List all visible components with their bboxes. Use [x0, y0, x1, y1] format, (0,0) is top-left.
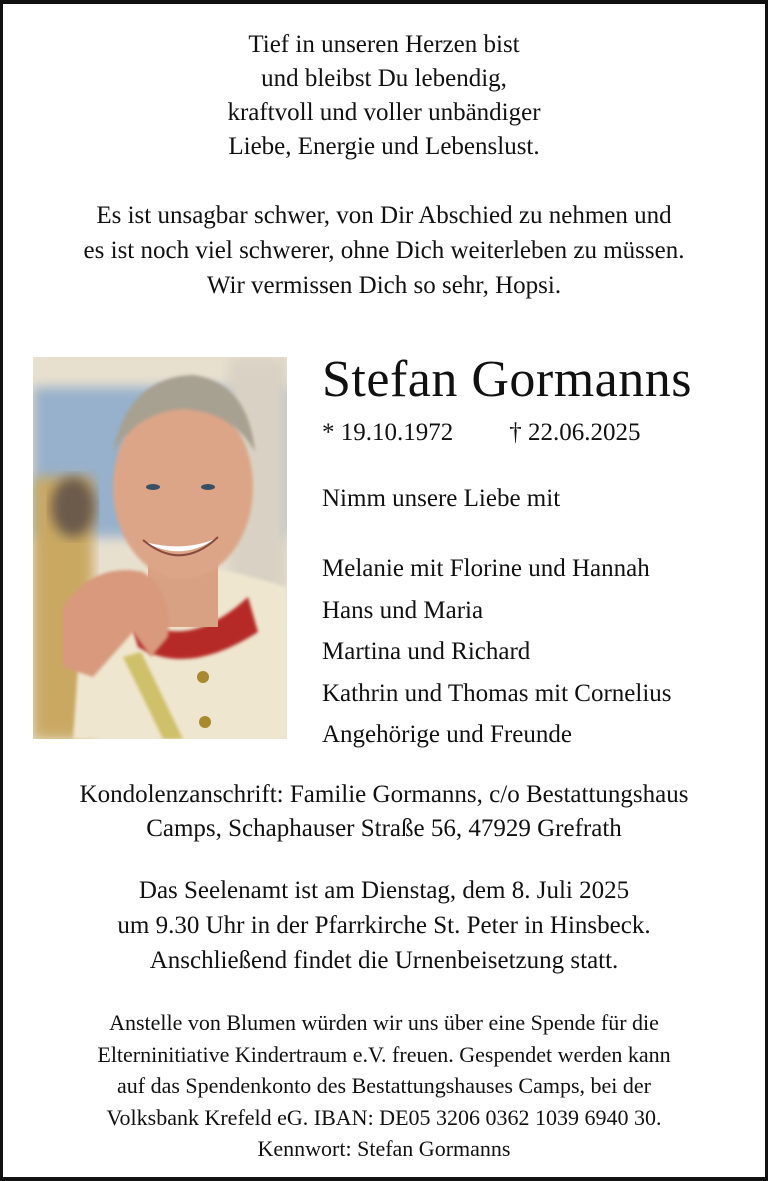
address-line: Camps, Schaphauser Straße 56, 47929 Grefrath [146, 815, 622, 842]
service-line: um 9.30 Uhr in der Pfarrkirche St. Peter in Hinsbeck. [117, 912, 651, 939]
address-line: Kondolenzanschrift: Familie Gormanns, c/o Bestattungshaus [79, 781, 689, 808]
condolence-address [0, 778, 768, 846]
service-info [0, 873, 768, 978]
farewell-line: es ist noch viel schwerer, ohne Dich weiterleben zu müssen. [83, 237, 685, 264]
poem-line: Tief in unseren Herzen bist [248, 31, 520, 58]
donation-line: Anstelle von Blumen würden wir uns über eine Spende für die [109, 1010, 659, 1035]
donation-line: auf das Spendenkonto des Bestattungshauses Camps, bei der [116, 1073, 651, 1098]
family-member: Kathrin und Thomas mit Cornelius [322, 679, 672, 707]
family-member: Hans und Maria [322, 596, 484, 624]
poem-line: und bleibst Du lebendig, [261, 65, 507, 92]
service-line: Anschließend findet die Urnenbeisetzung statt. [149, 947, 619, 974]
poem-line: kraftvoll und voller unbändiger [227, 99, 541, 126]
farewell-text [0, 198, 768, 303]
donation-line: Elterninitiative Kindertraum e.V. freuen. Gespendet werden kann [97, 1041, 671, 1067]
life-dates [322, 418, 692, 448]
donation-line: Volksbank Krefeld eG. IBAN: DE05 3206 0362 1039 6940 30. [106, 1104, 662, 1130]
donation-line: Kennwort: Stefan Gormanns [257, 1136, 511, 1161]
family-member: Angehörige und Freunde [322, 721, 572, 748]
motto: Nimm unsere Liebe mit [322, 485, 561, 512]
family-member: Martina und Richard [322, 638, 531, 665]
poem-line: Liebe, Energie und Lebenslust. [228, 133, 540, 160]
death-date: † 22.06.2025 [509, 419, 641, 446]
deceased-info [322, 350, 692, 756]
family-member: Melanie mit Florine und Hannah [322, 555, 650, 582]
farewell-line: Es ist unsagbar schwer, von Dir Abschied zu nehmen und [96, 202, 672, 229]
donation-info [0, 1007, 768, 1165]
family-list [322, 548, 692, 756]
birth-date: * 19.10.1972 [322, 419, 454, 446]
farewell-line: Wir vermissen Dich so sehr, Hopsi. [206, 272, 562, 299]
poem [0, 28, 768, 164]
portrait-illustration [33, 357, 287, 739]
service-line: Das Seelenamt ist am Dienstag, dem 8. Juli 2025 [138, 877, 630, 904]
deceased-name: Stefan Gormanns [322, 351, 692, 408]
portrait-photo [33, 357, 287, 739]
